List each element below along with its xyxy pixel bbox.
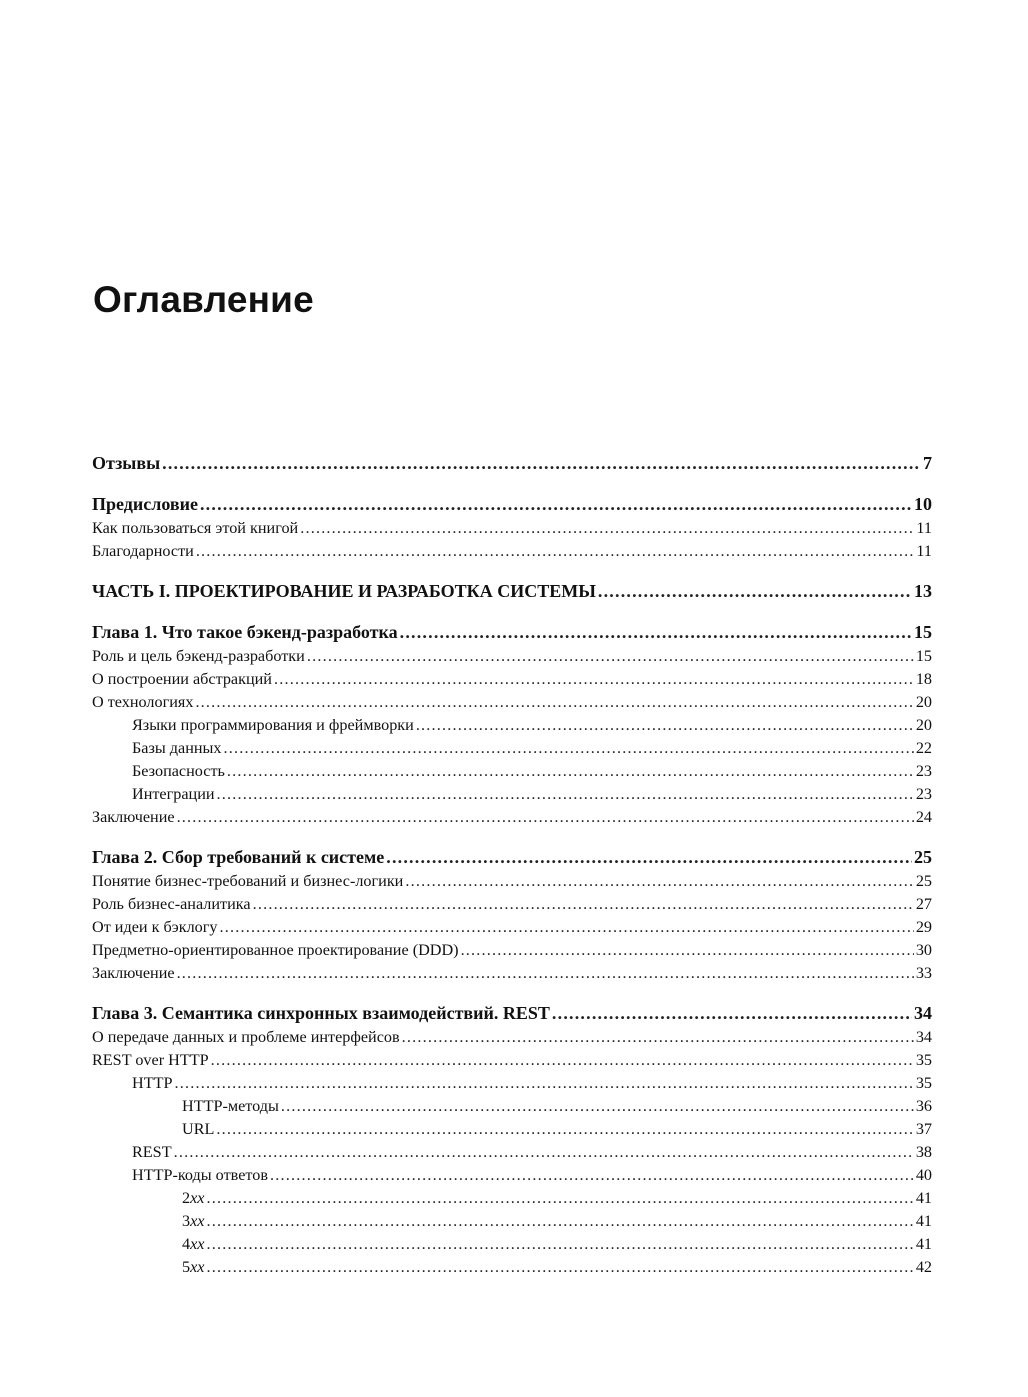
toc-page-number: 18 [915, 670, 932, 688]
toc-dot-leader [405, 870, 913, 893]
toc-page-number: 41 [915, 1235, 932, 1253]
toc-entry[interactable] [92, 1141, 932, 1164]
toc-page-number: 25 [914, 847, 932, 867]
toc-entry-title: HTTP-методы [182, 1097, 279, 1115]
toc-dot-leader [219, 916, 913, 939]
toc-entry[interactable] [92, 870, 932, 893]
toc-page-number: 30 [915, 941, 932, 959]
toc-entry[interactable] [92, 714, 932, 737]
toc-entry[interactable] [92, 962, 932, 985]
toc-entry[interactable] [92, 916, 932, 939]
toc-dot-leader [206, 1256, 913, 1279]
toc-page-number: 42 [915, 1258, 932, 1276]
toc-dot-leader [307, 645, 914, 668]
toc-entry-title: Отзывы [92, 453, 161, 473]
toc-entry[interactable] [92, 1187, 932, 1210]
toc-entry-title: Заключение [92, 808, 175, 826]
toc-page-number: 22 [915, 739, 932, 757]
toc-dot-leader [274, 668, 914, 691]
toc-page-number: 15 [914, 622, 932, 642]
table-of-contents [92, 450, 932, 1279]
toc-entry-title: Глава 1. Что такое бэкенд-разработка [92, 622, 398, 642]
toc-page-number: 41 [915, 1189, 932, 1207]
toc-entry-title: Заключение [92, 964, 175, 982]
toc-page-number: 24 [915, 808, 932, 826]
toc-page-number: 11 [916, 542, 932, 560]
toc-entry-title: Базы данных [132, 739, 222, 757]
toc-entry-title: Роль бизнес-аналитика [92, 895, 251, 913]
toc-page-number: 36 [915, 1097, 932, 1115]
toc-dot-leader [177, 806, 914, 829]
toc-page-number: 15 [915, 647, 932, 665]
toc-entry[interactable] [92, 668, 932, 691]
toc-heading-entry[interactable] [92, 578, 932, 604]
toc-dot-leader [206, 1233, 913, 1256]
toc-entry-title: Как пользоваться этой книгой [92, 519, 299, 537]
toc-entry[interactable] [92, 737, 932, 760]
toc-page-number: 10 [914, 494, 932, 514]
toc-page-number: 7 [923, 453, 932, 473]
toc-page-number: 23 [915, 785, 932, 803]
toc-entry[interactable] [92, 939, 932, 962]
toc-page-number: 11 [916, 519, 932, 537]
toc-entry[interactable] [92, 1256, 932, 1279]
toc-entry[interactable] [92, 1233, 932, 1256]
toc-entry[interactable] [92, 1026, 932, 1049]
toc-page-number: 38 [915, 1143, 932, 1161]
toc-page-number: 37 [915, 1120, 932, 1138]
toc-heading-entry[interactable] [92, 491, 932, 517]
toc-dot-leader [224, 737, 914, 760]
toc-entry-title: ЧАСТЬ I. ПРОЕКТИРОВАНИЕ И РАЗРАБОТКА СИСТЕМЫ [92, 581, 596, 601]
toc-entry-title: 5xx [182, 1258, 205, 1276]
toc-dot-leader [270, 1164, 914, 1187]
toc-page-number: 20 [915, 716, 932, 734]
toc-entry[interactable] [92, 1049, 932, 1072]
toc-dot-leader [217, 783, 914, 806]
toc-entry[interactable] [92, 783, 932, 806]
toc-entry-title: 3xx [182, 1212, 205, 1230]
toc-entry[interactable] [92, 645, 932, 668]
toc-entry[interactable] [92, 1095, 932, 1118]
toc-entry[interactable] [92, 806, 932, 829]
toc-page-number: 40 [915, 1166, 932, 1184]
toc-dot-leader [216, 1118, 913, 1141]
toc-page-number: 23 [915, 762, 932, 780]
toc-entry-title: HTTP-коды ответов [132, 1166, 268, 1184]
toc-dot-leader [206, 1210, 913, 1233]
toc-heading-entry[interactable] [92, 844, 932, 870]
toc-dot-leader [300, 517, 914, 540]
toc-dot-leader [402, 1026, 914, 1049]
page-title: Оглавление [93, 279, 314, 320]
toc-entry-title: О передаче данных и проблеме интерфейсов [92, 1028, 400, 1046]
toc-dot-leader [598, 578, 912, 604]
toc-dot-leader [386, 844, 912, 870]
toc-entry[interactable] [92, 540, 932, 563]
toc-entry-title: Предисловие [92, 494, 198, 514]
toc-entry-title: REST over HTTP [92, 1051, 209, 1069]
toc-page-number: 35 [915, 1074, 932, 1092]
toc-entry[interactable] [92, 760, 932, 783]
toc-entry-title: Глава 3. Семантика синхронных взаимодействий. REST [92, 1003, 550, 1023]
toc-dot-leader [196, 540, 915, 563]
toc-dot-leader [400, 619, 912, 645]
toc-page-number: 41 [915, 1212, 932, 1230]
toc-entry-title: URL [182, 1120, 215, 1138]
toc-dot-leader [227, 760, 914, 783]
toc-dot-leader [416, 714, 914, 737]
toc-entry-title: REST [132, 1143, 172, 1161]
toc-page-number: 29 [915, 918, 932, 936]
toc-page-number: 25 [915, 872, 932, 890]
toc-entry-title: Языки программирования и фреймворки [132, 716, 414, 734]
toc-dot-leader [253, 893, 914, 916]
toc-entry[interactable] [92, 1072, 932, 1095]
toc-page-number: 35 [915, 1051, 932, 1069]
toc-entry-title: Безопасность [132, 762, 225, 780]
toc-entry-title: 4xx [182, 1235, 205, 1253]
toc-dot-leader [174, 1141, 914, 1164]
toc-dot-leader [162, 450, 921, 476]
toc-page-number: 34 [915, 1028, 932, 1046]
toc-page-number: 27 [915, 895, 932, 913]
toc-entry-title: 2xx [182, 1189, 205, 1207]
toc-heading-entry[interactable] [92, 450, 932, 476]
toc-dot-leader [461, 939, 914, 962]
toc-page-number: 34 [914, 1003, 932, 1023]
toc-dot-leader [174, 1072, 913, 1095]
toc-heading-entry[interactable] [92, 1000, 932, 1026]
toc-dot-leader [206, 1187, 913, 1210]
toc-entry[interactable] [92, 1164, 932, 1187]
toc-entry-title: Интеграции [132, 785, 215, 803]
toc-dot-leader [200, 491, 912, 517]
toc-entry-title: Предметно-ориентированное проектирование (DDD) [92, 941, 459, 959]
toc-page-number: 13 [914, 581, 932, 601]
toc-page-number: 33 [915, 964, 932, 982]
toc-entry-title: Глава 2. Сбор требований к системе [92, 847, 385, 867]
toc-entry-title: О построении абстракций [92, 670, 272, 688]
toc-entry[interactable] [92, 1210, 932, 1233]
toc-heading-entry[interactable] [92, 619, 932, 645]
toc-entry[interactable] [92, 893, 932, 916]
toc-dot-leader [281, 1095, 914, 1118]
toc-entry-title: О технологиях [92, 693, 194, 711]
toc-dot-leader [177, 962, 914, 985]
toc-entry-title: Роль и цель бэкенд-разработки [92, 647, 305, 665]
toc-entry-title: HTTP [132, 1074, 173, 1092]
toc-entry-title: Понятие бизнес-требований и бизнес-логики [92, 872, 404, 890]
toc-dot-leader [195, 691, 913, 714]
toc-entry[interactable] [92, 691, 932, 714]
toc-dot-leader [211, 1049, 914, 1072]
toc-dot-leader [552, 1000, 912, 1026]
toc-entry[interactable] [92, 1118, 932, 1141]
toc-entry-title: Благодарности [92, 542, 194, 560]
toc-entry[interactable] [92, 517, 932, 540]
toc-entry-title: От идеи к бэклогу [92, 918, 218, 936]
toc-page-number: 20 [915, 693, 932, 711]
